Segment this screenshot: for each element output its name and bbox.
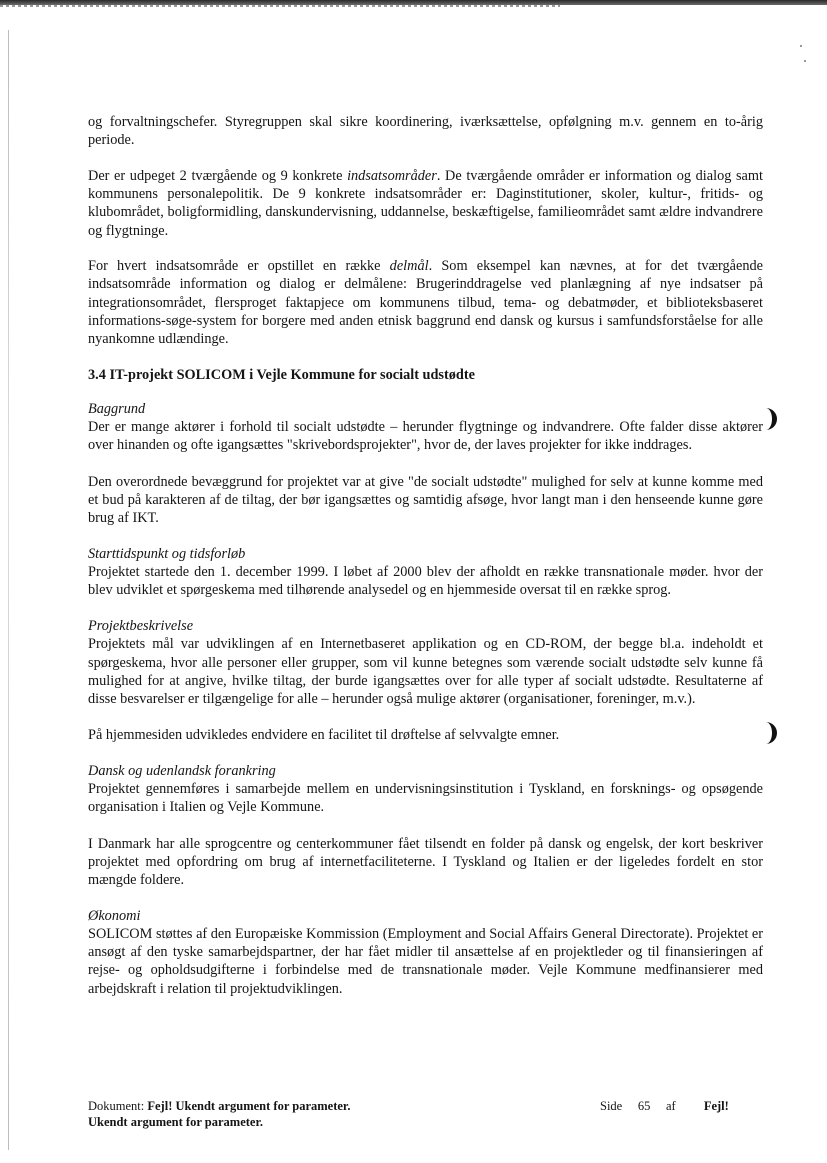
paragraph: Den overordnede bevæggrund for projektet var at give "de socialt udstødte" mulighed for selv at kunne komme med et bud på karakteren af de tiltag, der bør igangsættes og samtidig afsøge, hvor langt man i den henseende kunne gøre brug af IKT. xyxy=(88,473,763,526)
paragraph: På hjemmesiden udvikledes endvidere en facilitet til drøftelse af selvvalgte emner. xyxy=(88,727,560,744)
subheading: Projektbeskrivelse xyxy=(88,618,194,635)
footer-page-info xyxy=(600,1098,729,1114)
scan-speck xyxy=(800,45,802,47)
document-body xyxy=(88,113,763,1016)
paragraph-text: Projektet gennemføres i samarbejde mellem en undervisningsinstitution i Tyskland, en forsknings- og opsøgende organisation i Italien og Vejle Kommune. xyxy=(88,781,763,816)
subheading: Baggrund xyxy=(88,400,146,417)
paragraph-text: Der er mange aktører i forhold til socialt udstødte – herunder flygtninge og indvandrere. Ofte falder disse aktører over hinanden og ofte igangsættes "skrivebordsprojekter", hvor de, der laves projekter for ikke inddrages. xyxy=(88,419,763,454)
footer-document xyxy=(88,1098,350,1114)
footer-doc-error-line2: Ukendt argument for parameter. xyxy=(88,1115,263,1129)
paragraph-text: SOLICOM støttes af den Europæiske Kommission (Employment and Social Affairs General Directorate). Projektet er ansøgt af den tyske samarbejdspartner, der har fået midler til ansættelse af en projektleder og til finansieringen af rejse- og opholdsudgifterne i forbindelse med de transnationale møder. Vejle Kommune medfinansierer med arbejdskraft i relation til projektudviklingen. xyxy=(88,925,763,997)
left-scan-edge xyxy=(8,30,9,1150)
subheading: Økonomi xyxy=(88,907,141,924)
text-run: For hvert indsatsområde er opstillet en række xyxy=(88,258,390,275)
punch-hole-mark xyxy=(762,722,777,744)
section-forankring xyxy=(88,762,763,817)
paragraph xyxy=(88,257,763,348)
section-heading: 3.4 IT-projekt SOLICOM i Vejle Kommune for socialt udstødte xyxy=(88,366,475,383)
emphasis: delmål xyxy=(389,258,429,275)
scan-speck xyxy=(804,60,806,62)
section-start xyxy=(88,545,763,600)
paragraph xyxy=(88,167,763,240)
subheading: Starttidspunkt og tidsforløb xyxy=(88,545,246,562)
subheading: Dansk og udenlandsk forankring xyxy=(88,762,276,779)
footer-doc-error: Fejl! Ukendt argument for parameter. xyxy=(147,1099,351,1113)
text-run: Der er udpeget 2 tværgående og 9 konkrete xyxy=(88,167,348,184)
text-run: . De tværgående områder er information og dialog samt kommunens personalepolitik. De 9 konkrete indsatsområder er: Daginstitutioner, skoler, kultur-, fritids- og klubområdet, boligformidling, danskundervisning, uddannelse, beskæftigelse, familieområdet samt ældre indvandrere og flygtninge. xyxy=(88,167,763,239)
paragraph-text: Projektet startede den 1. december 1999. I løbet af 2000 blev der afholdt en række transnationale møder. hvor der blev udviklet et spørgeskema med tilhørende analysedel og en hjemmeside oversat til en række sprog. xyxy=(88,563,763,599)
paragraph: I Danmark har alle sprogcentre og centerkommuner fået tilsendt en folder på dansk og engelsk, der kort beskriver projektet med opfordring om brug af internetfaciliteterne. I Tyskland og Italien er der ligeledes fordelt en stor mængde foldere. xyxy=(88,835,763,888)
footer-side-label: Side xyxy=(600,1099,623,1113)
paragraph-text: Projektets mål var udviklingen af en Internetbaseret applikation og en CD-ROM, der begge bl.a. indeholdt et spørgeskema, hvor alle personer eller grupper, som vil kunne betegnes som værende socialt udstødte selv kunne få mulighed for at angive, hvilke tiltag, der burde igangsættes over for alle typer af socialt udstødte. Resultaterne af disse besvarelser er tilgængelige for alle – herunder også mulige aktører (organisationer, foreninger, m.v.). xyxy=(88,636,763,708)
footer-total-error: Fejl! xyxy=(703,1099,729,1113)
top-scan-border xyxy=(0,0,827,5)
punch-hole-mark xyxy=(762,408,777,430)
text-run: . Som eksempel kan nævnes, at for det tværgående indsatsområde information og dialog er delmålene: Brugerinddragelse ved planlægning af nye indsatser på integrationsområdet, flersproget faktapjece om kommunens tilbud, tema- og debatmøder, et biblioteksbaseret informations-søge-system for borgere med anden etnisk baggrund end dansk og kursus i samfundsforståelse for alle nyankomne udlændinge. xyxy=(88,258,763,348)
section-okonomi xyxy=(88,907,763,998)
section-beskrivelse xyxy=(88,617,763,708)
footer-page-number: 65 xyxy=(637,1099,651,1113)
emphasis: indsatsområder xyxy=(347,167,437,184)
paragraph: og forvaltningschefer. Styregruppen skal sikre koordinering, iværksættelse, opfølgning m.v. gennem en to-årig periode. xyxy=(88,114,763,149)
footer-af-label: af xyxy=(665,1099,676,1113)
footer-doc-label: Dokument: xyxy=(88,1099,145,1113)
section-baggrund xyxy=(88,400,763,455)
